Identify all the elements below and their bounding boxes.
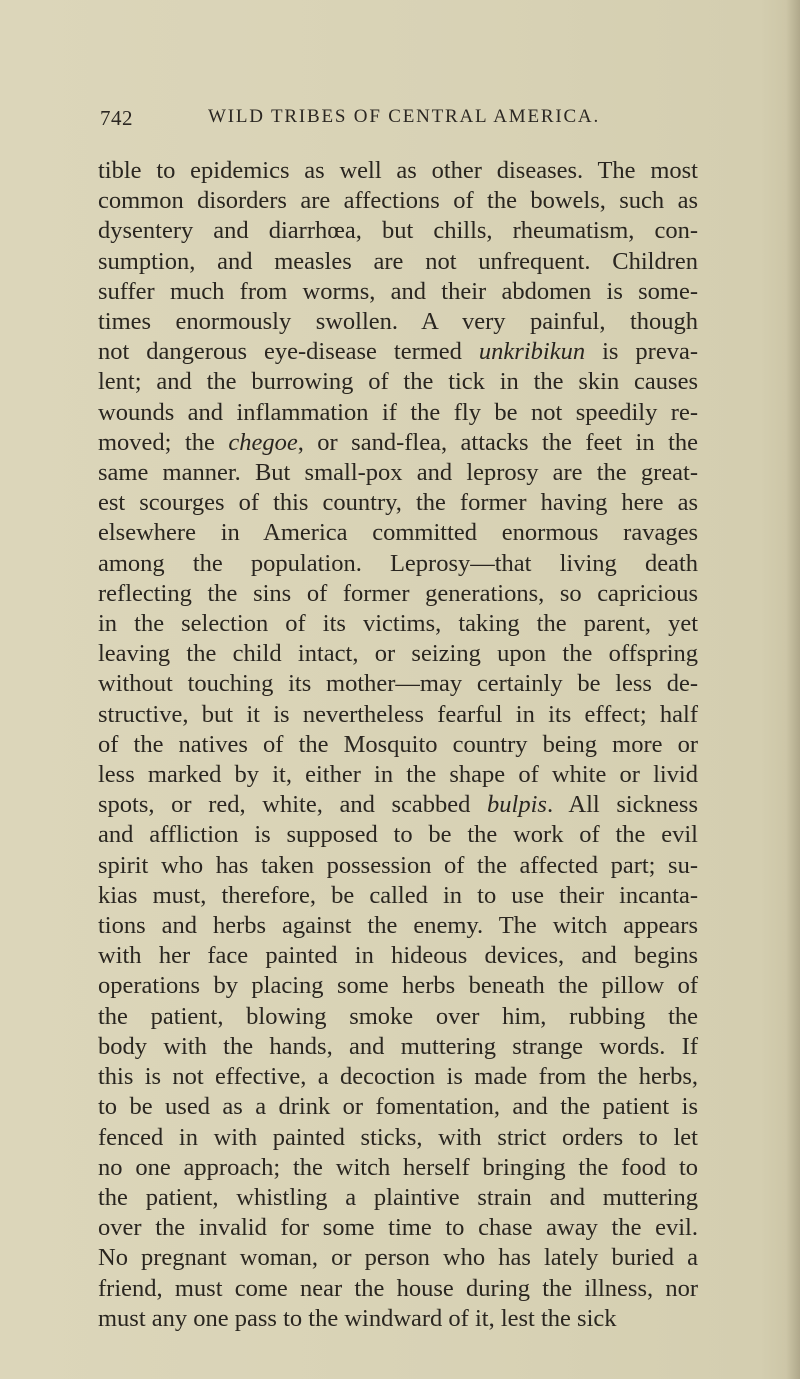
text-line: with her face painted in hideous devices, and begins — [98, 942, 698, 970]
page-number: 742 — [100, 106, 133, 130]
text-line: over the invalid for some time to chase away the evil. — [98, 1214, 698, 1242]
text-line: in the selection of its victims, taking the parent, yet — [98, 610, 698, 638]
text-line: times enormously swollen. A very painful, though — [98, 308, 698, 336]
text-line: of the natives of the Mosquito country being more or — [98, 730, 698, 758]
text-line: dysentery and diarrhœa, but chills, rheumatism, con- — [98, 217, 698, 245]
text-line — [98, 790, 698, 820]
text-line: lent; and the burrowing of the tick in the skin causes — [98, 368, 698, 396]
page-header — [0, 106, 800, 134]
text-line: friend, must come near the house during the illness, nor — [98, 1274, 698, 1302]
italic-term: chegoe — [228, 428, 298, 456]
text-line: must any one pass to the windward of it, lest the sick — [98, 1304, 617, 1332]
text-line: this is not effective, a decoction is made from the herbs, — [98, 1063, 698, 1091]
text-line: among the population. Leprosy—that living death — [98, 549, 698, 577]
running-head: WILD TRIBES OF CENTRAL AMERICA. — [208, 106, 601, 127]
text-segment: , or sand-flea, attacks the feet in the — [297, 428, 698, 456]
text-line: sumption, and measles are not unfrequent. Children — [98, 247, 698, 275]
text-line: the patient, blowing smoke over him, rubbing the — [98, 1002, 698, 1030]
text-segment: moved; the — [98, 428, 229, 456]
text-line: less marked by it, either in the shape of white or livid — [98, 761, 698, 789]
text-line — [98, 428, 698, 458]
text-line: no one approach; the witch herself bringing the food to — [98, 1153, 698, 1181]
text-line: No pregnant woman, or person who has lately buried a — [98, 1244, 698, 1272]
italic-term: bulpis — [487, 791, 547, 819]
text-line: same manner. But small-pox and leprosy are the great- — [98, 459, 698, 487]
text-line: without touching its mother—may certainly be less de- — [98, 670, 698, 698]
text-line: est scourges of this country, the former having here as — [98, 489, 698, 517]
text-line: body with the hands, and muttering strange words. If — [98, 1032, 698, 1060]
text-line: tible to epidemics as well as other diseases. The most — [98, 157, 698, 184]
text-line: the patient, whistling a plaintive strain and muttering — [98, 1183, 698, 1211]
text-line: operations by placing some herbs beneath the pillow of — [98, 972, 698, 1000]
text-line: kias must, therefore, be called in to use their incanta- — [98, 881, 698, 909]
text-line: reflecting the sins of former generations, so capricious — [98, 579, 698, 607]
text-segment: not dangerous eye-disease termed — [98, 338, 479, 366]
text-line: wounds and inflammation if the fly be not speedily re- — [98, 398, 698, 426]
text-line: tions and herbs against the enemy. The witch appears — [98, 912, 698, 940]
text-line: fenced in with painted sticks, with strict orders to let — [98, 1123, 698, 1151]
text-line: elsewhere in America committed enormous ravages — [98, 519, 698, 547]
page-edge-shadow — [786, 0, 800, 1379]
text-line: suffer much from worms, and their abdomen is some- — [98, 277, 698, 305]
text-segment: . All sickness — [546, 791, 698, 819]
text-line: leaving the child intact, or seizing upon the offspring — [98, 640, 698, 668]
body-paragraph — [98, 156, 698, 1334]
text-line — [98, 337, 698, 367]
italic-term: unkribikun — [478, 338, 586, 366]
text-line: to be used as a drink or fomentation, and the patient is — [98, 1093, 698, 1121]
text-line: structive, but it is nevertheless fearful in its effect; half — [98, 700, 698, 728]
text-segment: is preva- — [585, 338, 698, 366]
text-line: and affliction is supposed to be the work of the evil — [98, 821, 698, 849]
text-line: spirit who has taken possession of the affected part; su- — [98, 851, 698, 879]
text-segment: spots, or red, white, and scabbed — [98, 791, 488, 819]
text-line: common disorders are affections of the bowels, such as — [98, 187, 698, 215]
